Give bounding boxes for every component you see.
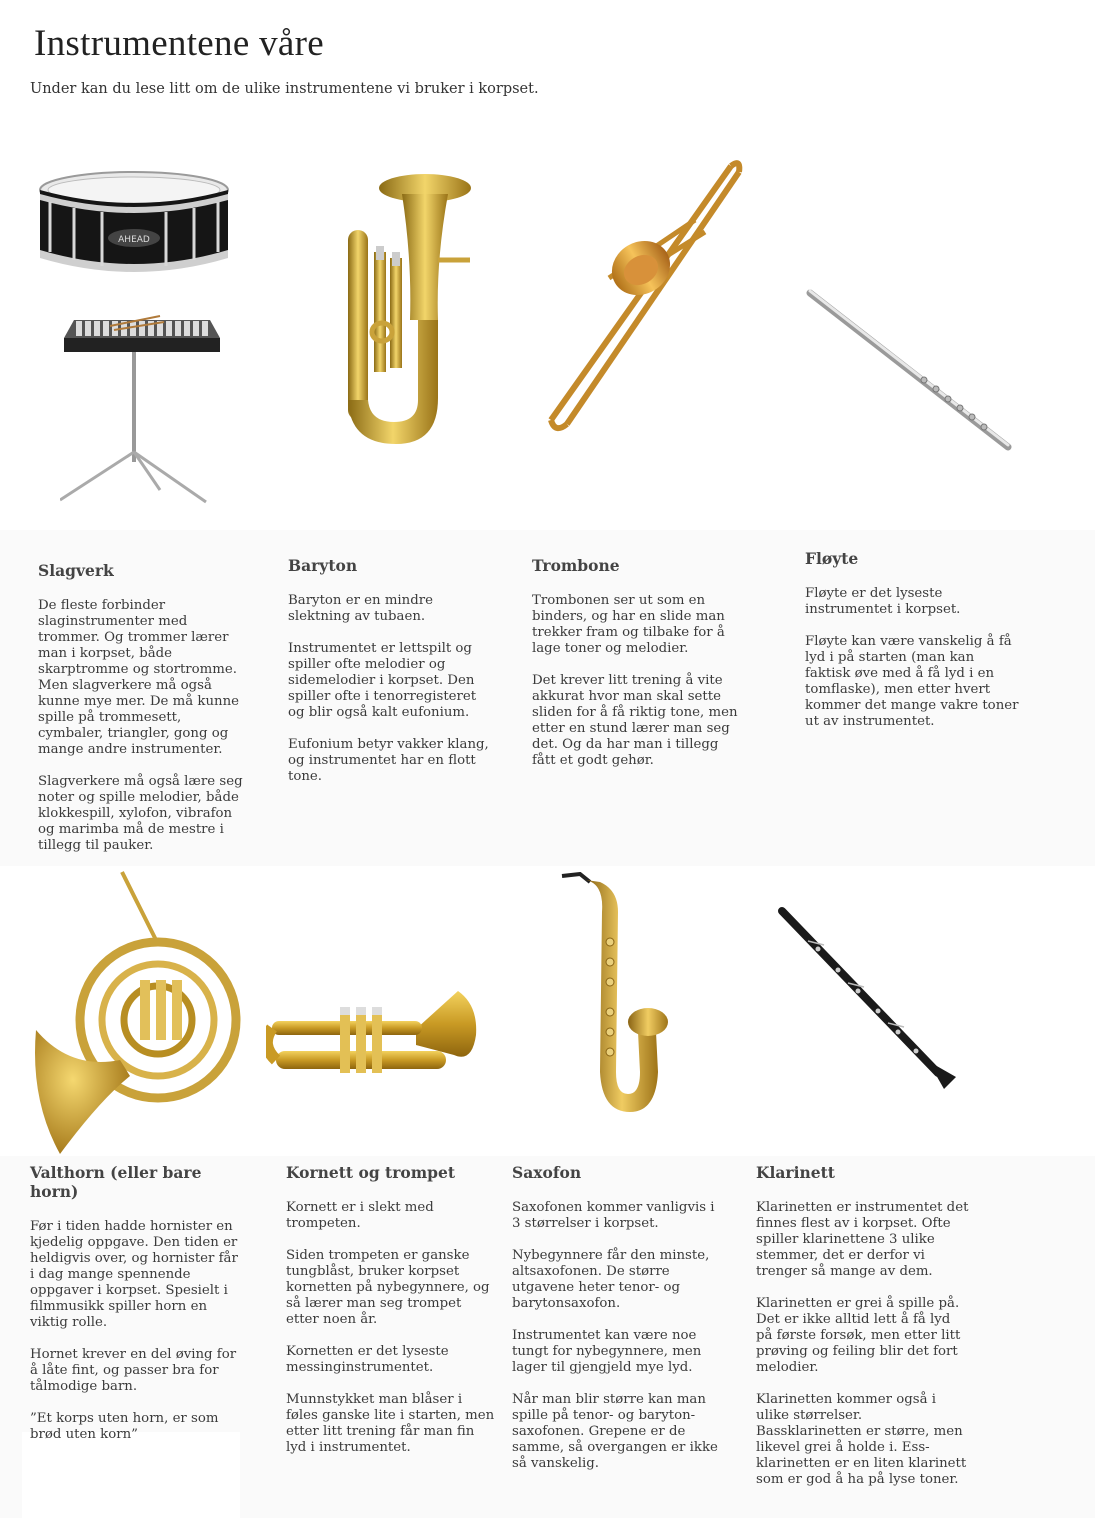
instrument-heading: Valthorn (eller bare horn)	[30, 1163, 202, 1201]
instrument-paragraph: Munnstykket man blåser i føles ganske lite i starten, men etter litt trening får man fin lyd i instrumentet.	[286, 1392, 495, 1455]
instrument-paragraph: Hornet krever en del øving for å låte fint, og passer bra for tålmodige barn.	[30, 1347, 237, 1394]
instrument-paragraph: Klarinetten er grei å spille på. Det er ikke alltid lett å få lyd på første forsøk, men etter litt prøving og feiling blir det fort melodier.	[756, 1296, 961, 1375]
baryton-image	[330, 170, 480, 450]
glockenspiel-image	[60, 312, 226, 512]
instrument-paragraph: De fleste forbinder slaginstrumenter med trommer. Og trommer lærer man i korpset, både skarptromme og stortromme. Men slagverkere må også kunne mye mer. De må kunne spille på trommesett, cymbaler, triangler, gong og mange andre instrumenter.	[38, 598, 240, 757]
page-intro: Under kan du lese litt om de ulike instrumentene vi bruker i korpset.	[30, 81, 539, 97]
page-title: Instrumentene våre	[34, 23, 324, 64]
instrument-paragraph: Når man blir større kan man spille på tenor- og baryton-saxofonen. Grepene er de samme, så overgangen er ikke så vanskelig.	[512, 1392, 718, 1471]
instrument-paragraph: Fløyte kan være vanskelig å få lyd i på starten (man kan faktisk øve med å få lyd i en tomflaske), men etter hvert kommer det mange vakre toner ut av instrumentet.	[805, 634, 1019, 729]
instrument-heading: Trombone	[532, 556, 620, 575]
instrument-heading: Slagverk	[38, 561, 114, 580]
instrument-quote: ”Et korps uten horn, er som brød uten korn”	[30, 1411, 219, 1442]
instrument-trombone	[532, 556, 740, 785]
trombone-image	[545, 158, 745, 434]
valthorn-image	[30, 870, 242, 1156]
instrument-paragraph: Kornett er i slekt med trompeten.	[286, 1200, 434, 1231]
instrument-klarinett	[756, 1163, 970, 1504]
saxofon-image	[560, 872, 672, 1122]
klarinett-image	[778, 905, 960, 1091]
instrument-paragraph: Siden trompeten er ganske tungblåst, bruker korpset kornetten på nybegynnere, og så lærer man seg trompet etter noen år.	[286, 1248, 490, 1327]
instrument-floyte	[805, 549, 1019, 746]
instrument-valthorn	[30, 1163, 240, 1459]
instrument-paragraph: Før i tiden hadde hornister en kjedelig oppgave. Den tiden er heldigvis over, og hornister får i dag mange spennende oppgaver i korpset. Spesielt i filmmusikk spiller horn en viktig rolle.	[30, 1219, 238, 1330]
kornett-image	[266, 985, 480, 1085]
snare-drum-image	[36, 168, 232, 282]
instrument-paragraph: Instrumentet kan være noe tungt for nybegynnere, men lager til gjengjeld mye lyd.	[512, 1328, 702, 1375]
instrument-paragraph: Klarinetten kommer også i ulike størrelser. Bassklarinetten er større, men likevel grei å holde i. Ess-klarinetten er en liten klarinett som er god å ha på lyse toner.	[756, 1392, 967, 1487]
instrument-heading: Klarinett	[756, 1163, 835, 1182]
instrument-kornett	[286, 1163, 498, 1472]
instrument-heading: Saxofon	[512, 1163, 582, 1182]
instrument-paragraph: Slagverkere må også lære seg noter og spille melodier, både klokkespill, xylofon, vibrafon og marimba må de mestre i tillegg til pauker.	[38, 774, 243, 853]
instrument-baryton	[288, 556, 494, 801]
instrument-paragraph: Eufonium betyr vakker klang, og instrumentet har en flott tone.	[288, 737, 489, 784]
instrument-paragraph: Fløyte er det lyseste instrumentet i korpset.	[805, 586, 961, 617]
floyte-image	[804, 285, 1014, 455]
instrument-paragraph: Trombonen ser ut som en binders, og har en slide man trekker fram og tilbake for å lage toner og melodier.	[532, 593, 725, 656]
instrument-paragraph: Det krever litt trening å vite akkurat hvor man skal sette sliden for å få riktig tone, men etter en stund lærer man seg det. Og da har man i tillegg fått et godt gehør.	[532, 673, 738, 768]
instrument-heading: Baryton	[288, 556, 358, 575]
instrument-heading: Fløyte	[805, 549, 859, 568]
svg-text:AHEAD: AHEAD	[118, 235, 150, 245]
instrument-paragraph: Baryton er en mindre slektning av tubaen.	[288, 593, 433, 624]
instrument-paragraph: Instrumentet er lettspilt og spiller ofte melodier og sidemelodier i korpset. Den spiller ofte i tenorregisteret og blir også kalt eufonium.	[288, 641, 477, 720]
instrument-paragraph: Kornetten er det lyseste messinginstrumentet.	[286, 1344, 449, 1375]
instrument-slagverk	[38, 561, 248, 870]
instrument-paragraph: Klarinetten er instrumentet det finnes flest av i korpset. Ofte spiller klarinettene 3 ulike stemmer, det er derfor vi trenger så mange av dem.	[756, 1200, 969, 1279]
instrument-paragraph: Nybegynnere får den minste, altsaxofonen. De større utgavene heter tenor- og barytonsaxofon.	[512, 1248, 710, 1311]
instrument-paragraph: Saxofonen kommer vanligvis i 3 størrelser i korpset.	[512, 1200, 715, 1231]
instrument-saxofon	[512, 1163, 724, 1488]
instrument-heading: Kornett og trompet	[286, 1163, 455, 1182]
